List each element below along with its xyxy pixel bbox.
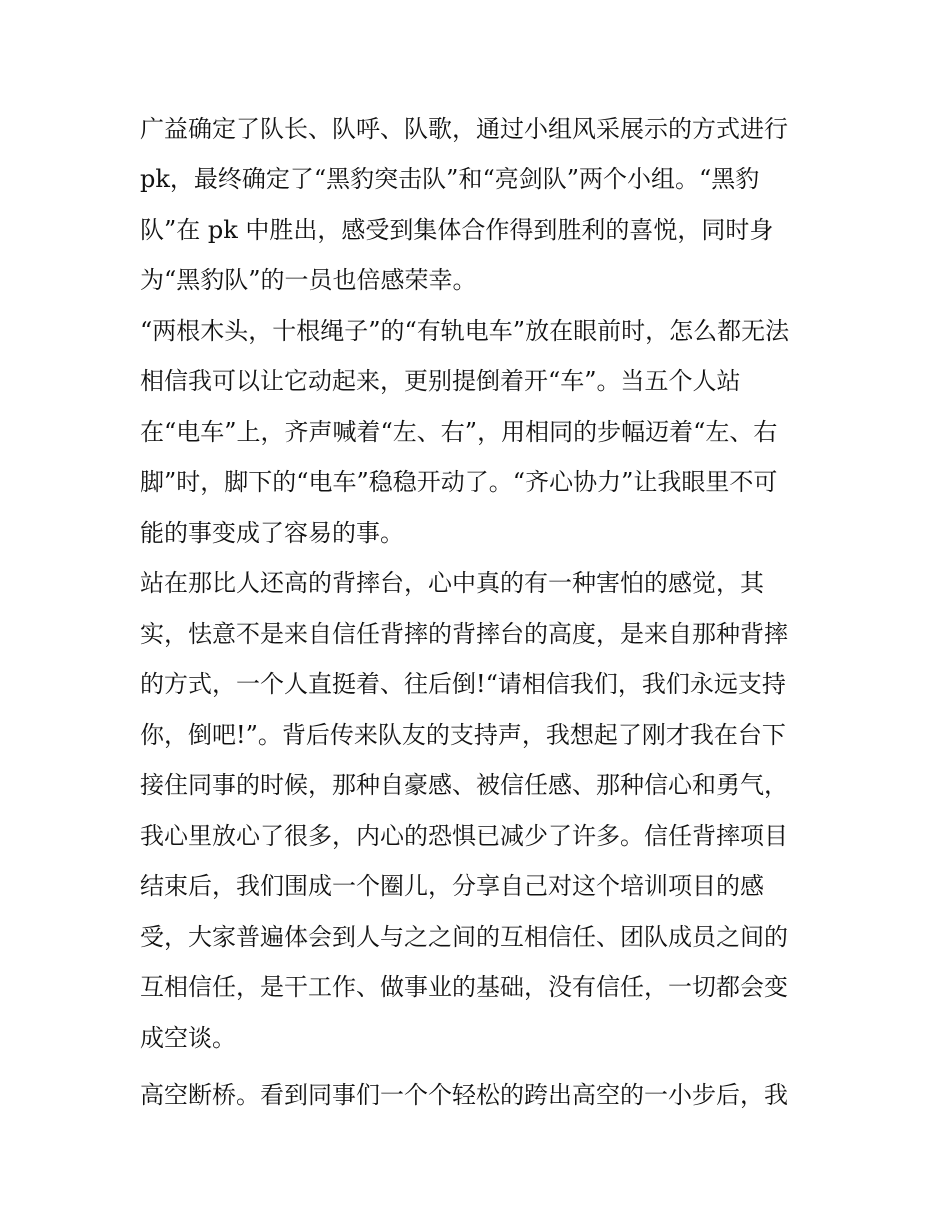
text-line: 成空谈。 xyxy=(140,1024,236,1052)
text-line: 高空断桥。看到同事们一个个轻松的跨出高空的一小步后，我 xyxy=(140,1081,788,1109)
text-line: 接住同事的时候，那种自豪感、被信任感、那种信心和勇气， xyxy=(140,771,788,799)
text-line: 受，大家普遍体会到人与之之间的互相信任、团队成员之间的 xyxy=(140,923,788,951)
text-line: 我心里放心了很多，内心的恐惧已减少了许多。信任背摔项目 xyxy=(140,822,788,850)
text-line: 相信我可以让它动起来，更别提倒着开“车”。当五个人站 xyxy=(140,367,741,395)
text-line: 脚”时，脚下的“电车”稳稳开动了。“齐心协力”让我眼里不可 xyxy=(140,468,778,496)
text-line: 结束后，我们围成一个圈儿，分享自己对这个培训项目的感 xyxy=(140,872,764,900)
text-line: 实，怯意不是来自信任背摔的背摔台的高度，是来自那种背摔 xyxy=(140,620,788,648)
text-line: 你，倒吧!”。背后传来队友的支持声，我想起了刚才我在台下 xyxy=(140,721,786,749)
text-line: 广益确定了队长、队呼、队歌，通过小组风采展示的方式进行 xyxy=(140,115,788,143)
text-line: 能的事变成了容易的事。 xyxy=(140,519,404,547)
text-line: 在“电车”上，齐声喊着“左、右”，用相同的步幅迈着“左、右 xyxy=(140,418,778,446)
text-line: 队”在 pk 中胜出，感受到集体合作得到胜利的喜悦，同时身 xyxy=(140,216,774,244)
text-line: “两根木头，十根绳子”的“有轨电车”放在眼前时，怎么都无法 xyxy=(140,317,790,345)
text-line: 站在那比人还高的背摔台，心中真的有一种害怕的感觉，其 xyxy=(140,569,764,597)
text-line: 的方式，一个人直挺着、往后倒!“请相信我们，我们永远支持 xyxy=(140,670,786,698)
text-line: pk，最终确定了“黑豹突击队”和“亮剑队”两个小组。“黑豹 xyxy=(140,165,760,193)
text-line: 互相信任，是干工作、做事业的基础，没有信任，一切都会变 xyxy=(140,973,788,1001)
text-line: 为“黑豹队”的一员也倍感荣幸。 xyxy=(140,266,477,294)
